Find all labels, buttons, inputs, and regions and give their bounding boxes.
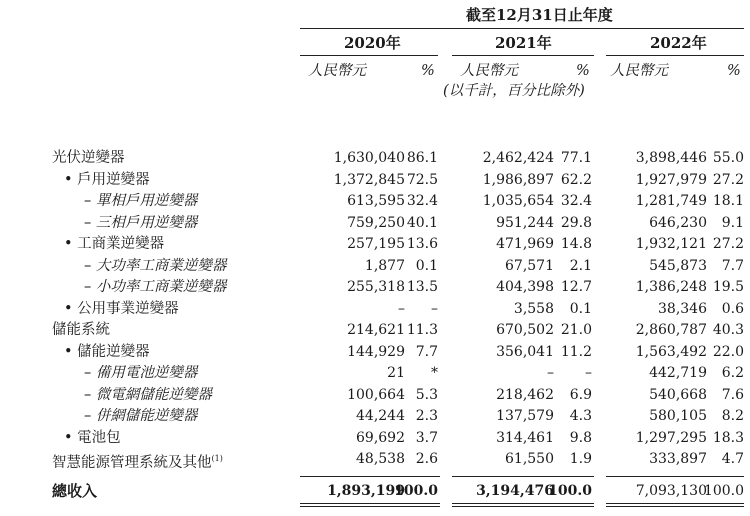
cell-2022-rmb: 646,230 — [649, 214, 707, 231]
cell-2022-rmb: 38,346 — [658, 300, 707, 317]
row-label — [84, 192, 197, 210]
cell-2021-rmb: 356,041 — [496, 343, 554, 360]
unit-rmb-2021: 人民幣元 — [460, 63, 518, 79]
cell-2021-pct: 62.2 — [560, 171, 592, 188]
cell-2020-rmb: 255,318 — [347, 279, 405, 295]
cell-2022-pct: 8.2 — [721, 408, 744, 424]
cell-2021-rmb: 137,579 — [496, 408, 554, 424]
cell-2021-rmb: – — [547, 365, 554, 381]
cell-2022-pct: 6.2 — [721, 365, 744, 381]
cell-2020-pct: – — [431, 300, 438, 317]
row-label-text: – 三相戶用逆變器 — [84, 214, 198, 231]
row-label — [52, 149, 125, 167]
cell-2021-pct: 21.0 — [560, 322, 592, 338]
cell-2020-pct: 5.3 — [415, 386, 438, 403]
row-label — [84, 407, 197, 425]
cell-2020-rmb: – — [398, 300, 405, 317]
cell-2020-pct: 0.1 — [415, 257, 438, 274]
cell-2020-pct: 72.5 — [406, 171, 438, 188]
cell-2021-pct: 6.9 — [569, 386, 592, 403]
cell-2020-rmb: 100,664 — [347, 386, 405, 403]
cell-2022-pct: 18.3 — [712, 429, 744, 446]
cell-2020-pct: 13.5 — [406, 279, 438, 295]
period-header: 截至12月31日止年度 — [466, 6, 613, 24]
cell-2020-pct: * — [431, 365, 438, 381]
year-2020: 2020年 — [344, 34, 401, 52]
unit-note: (以千計，百分比除外) — [443, 83, 585, 99]
cell-2022-rmb: 1,927,979 — [635, 171, 707, 188]
cell-2020-rmb: 21 — [387, 365, 405, 381]
cell-2020-pct: 7.7 — [415, 343, 438, 360]
cell-2021-rmb: 1,986,897 — [482, 171, 554, 188]
cell-2022-rmb: 442,719 — [649, 365, 707, 381]
row-label — [64, 171, 150, 189]
cell-2022-pct: 22.0 — [712, 343, 744, 360]
cell-2021-rmb: 3,558 — [513, 300, 554, 317]
cell-2020-rmb: 214,621 — [347, 322, 405, 338]
cell-2021-rmb: 951,244 — [496, 214, 554, 231]
cell-2022-pct: 19.5 — [712, 279, 744, 295]
cell-2021-rmb: 218,462 — [496, 386, 554, 403]
cell-2020-rmb: 613,595 — [347, 193, 405, 209]
unit-rmb-2022: 人民幣元 — [610, 63, 668, 79]
cell-2020-rmb: 1,630,040 — [333, 150, 405, 166]
cell-2021-rmb: 1,035,654 — [482, 193, 554, 209]
total-rule-top-2021 — [452, 476, 594, 477]
total-rule-bottom-2021 — [452, 503, 594, 504]
row-label — [64, 235, 164, 253]
cell-2020-pct: 2.6 — [415, 451, 438, 467]
total-2020-pct: 100.0 — [394, 483, 438, 499]
cell-2022-rmb: 545,873 — [649, 257, 707, 274]
cell-2020-rmb: 144,929 — [347, 343, 405, 360]
cell-2021-pct: 1.9 — [569, 451, 592, 467]
unit-rmb-2020: 人民幣元 — [308, 63, 366, 79]
cell-2022-pct: 18.1 — [712, 193, 744, 209]
total-rule-bottom2-2021 — [452, 506, 594, 507]
cell-2022-pct: 27.2 — [712, 236, 744, 252]
total-rule-top-2022 — [606, 476, 744, 477]
row-label — [64, 343, 150, 361]
cell-2020-rmb: 257,195 — [347, 236, 405, 252]
cell-2020-rmb: 48,538 — [356, 451, 405, 467]
cell-2021-rmb: 404,398 — [496, 279, 554, 295]
unit-pct-2022: % — [727, 63, 741, 79]
row-label-text: • 工商業逆變器 — [64, 236, 165, 252]
cell-2021-pct: 14.8 — [560, 236, 592, 252]
cell-2021-pct: 0.1 — [569, 300, 592, 317]
cell-2021-rmb: 670,502 — [496, 322, 554, 338]
cell-2021-rmb: 61,550 — [505, 451, 554, 467]
cell-2021-pct: 4.3 — [569, 408, 592, 424]
cell-2022-rmb: 1,563,492 — [635, 343, 707, 360]
row-label-text: 儲能系統 — [52, 322, 110, 338]
total-2021-rmb: 3,194,476 — [476, 483, 554, 499]
unit-pct-2020: % — [421, 63, 435, 79]
cell-2022-pct: 55.0 — [712, 150, 744, 166]
cell-2022-pct: 9.1 — [721, 214, 744, 231]
cell-2021-pct: 2.1 — [569, 257, 592, 274]
row-label-text: – 微電網儲能逆變器 — [84, 386, 212, 403]
year-2022-rule — [606, 55, 744, 56]
row-label — [52, 321, 110, 339]
total-rule-bottom2-2022 — [606, 506, 744, 507]
unit-pct-2021: % — [576, 63, 590, 79]
row-label — [84, 364, 197, 382]
total-2022-rmb: 7,093,130 — [635, 483, 707, 499]
cell-2020-rmb: 759,250 — [347, 214, 405, 231]
total-2022-pct: 100.0 — [703, 483, 744, 499]
cell-2021-pct: 9.8 — [569, 429, 592, 446]
cell-2022-pct: 7.6 — [721, 386, 744, 403]
total-2020-rmb: 1,893,199 — [327, 483, 405, 499]
total-rule-bottom-2022 — [606, 503, 744, 504]
cell-2022-rmb: 1,932,121 — [635, 236, 707, 252]
cell-2022-rmb: 3,898,446 — [635, 150, 707, 166]
row-label — [84, 386, 212, 404]
cell-2021-rmb: 2,462,424 — [482, 150, 554, 166]
row-label-text: 智慧能源管理系統及其他 — [52, 454, 212, 471]
cell-2022-rmb: 1,281,749 — [635, 193, 707, 209]
cell-2021-pct: 11.2 — [560, 343, 592, 360]
cell-2021-rmb: 471,969 — [496, 236, 554, 252]
cell-2020-rmb: 69,692 — [356, 429, 405, 446]
cell-2020-pct: 3.7 — [415, 429, 438, 446]
row-label — [52, 450, 223, 472]
total-rule-bottom-2020 — [300, 503, 440, 504]
cell-2022-rmb: 580,105 — [649, 408, 707, 424]
cell-2021-pct: – — [585, 365, 592, 381]
cell-2020-pct: 13.6 — [406, 236, 438, 252]
row-label-text: • 電池包 — [64, 429, 121, 446]
cell-2021-rmb: 314,461 — [496, 429, 554, 446]
row-label-text: • 儲能逆變器 — [64, 343, 150, 360]
year-2021: 2021年 — [495, 34, 552, 52]
cell-2022-rmb: 1,297,295 — [635, 429, 707, 446]
row-label-text: – 小功率工商業逆變器 — [84, 279, 227, 295]
row-label-text: – 併網儲能逆變器 — [84, 408, 198, 424]
cell-2021-pct: 77.1 — [560, 150, 592, 166]
row-label-text: • 戶用逆變器 — [64, 171, 150, 188]
row-label — [64, 429, 121, 447]
cell-2020-pct: 2.3 — [415, 408, 438, 424]
row-label — [84, 257, 226, 275]
cell-2021-pct: 29.8 — [560, 214, 592, 231]
row-label — [84, 214, 197, 232]
cell-2022-pct: 4.7 — [721, 451, 744, 467]
cell-2021-rmb: 67,571 — [505, 257, 554, 274]
row-label — [84, 278, 226, 296]
row-label-text: – 單相戶用逆變器 — [84, 193, 198, 209]
cell-2022-pct: 7.7 — [721, 257, 744, 274]
row-label-text: 光伏逆變器 — [52, 150, 125, 166]
cell-2022-pct: 40.3 — [712, 322, 744, 338]
row-label-text: – 備用電池逆變器 — [84, 365, 198, 381]
total-label: 總收入 — [52, 482, 98, 500]
year-2022: 2022年 — [650, 34, 707, 52]
cell-2020-rmb: 1,877 — [364, 257, 405, 274]
cell-2020-rmb: 44,244 — [356, 408, 405, 424]
row-label — [64, 300, 179, 318]
cell-2022-rmb: 1,386,248 — [635, 279, 707, 295]
period-rule — [300, 28, 744, 29]
total-rule-bottom2-2020 — [300, 506, 440, 507]
cell-2021-pct: 32.4 — [560, 193, 592, 209]
cell-2022-pct: 0.6 — [721, 300, 744, 317]
cell-2021-pct: 12.7 — [560, 279, 592, 295]
cell-2020-rmb: 1,372,845 — [333, 171, 405, 188]
cell-2022-rmb: 540,668 — [649, 386, 707, 403]
year-2020-rule — [300, 55, 438, 56]
cell-2020-pct: 40.1 — [406, 214, 438, 231]
cell-2022-rmb: 2,860,787 — [635, 322, 707, 338]
cell-2020-pct: 11.3 — [406, 322, 438, 338]
cell-2020-pct: 32.4 — [406, 193, 438, 209]
row-label-text: – 大功率工商業逆變器 — [84, 257, 227, 274]
total-rule-top-2020 — [300, 476, 440, 477]
total-2021-pct: 100.0 — [548, 483, 592, 499]
footnote-marker: (1) — [211, 454, 223, 463]
cell-2022-rmb: 333,897 — [649, 451, 707, 467]
cell-2022-pct: 27.2 — [712, 171, 744, 188]
year-2021-rule — [452, 55, 594, 56]
cell-2020-pct: 86.1 — [406, 150, 438, 166]
row-label-text: • 公用事業逆變器 — [64, 300, 179, 317]
